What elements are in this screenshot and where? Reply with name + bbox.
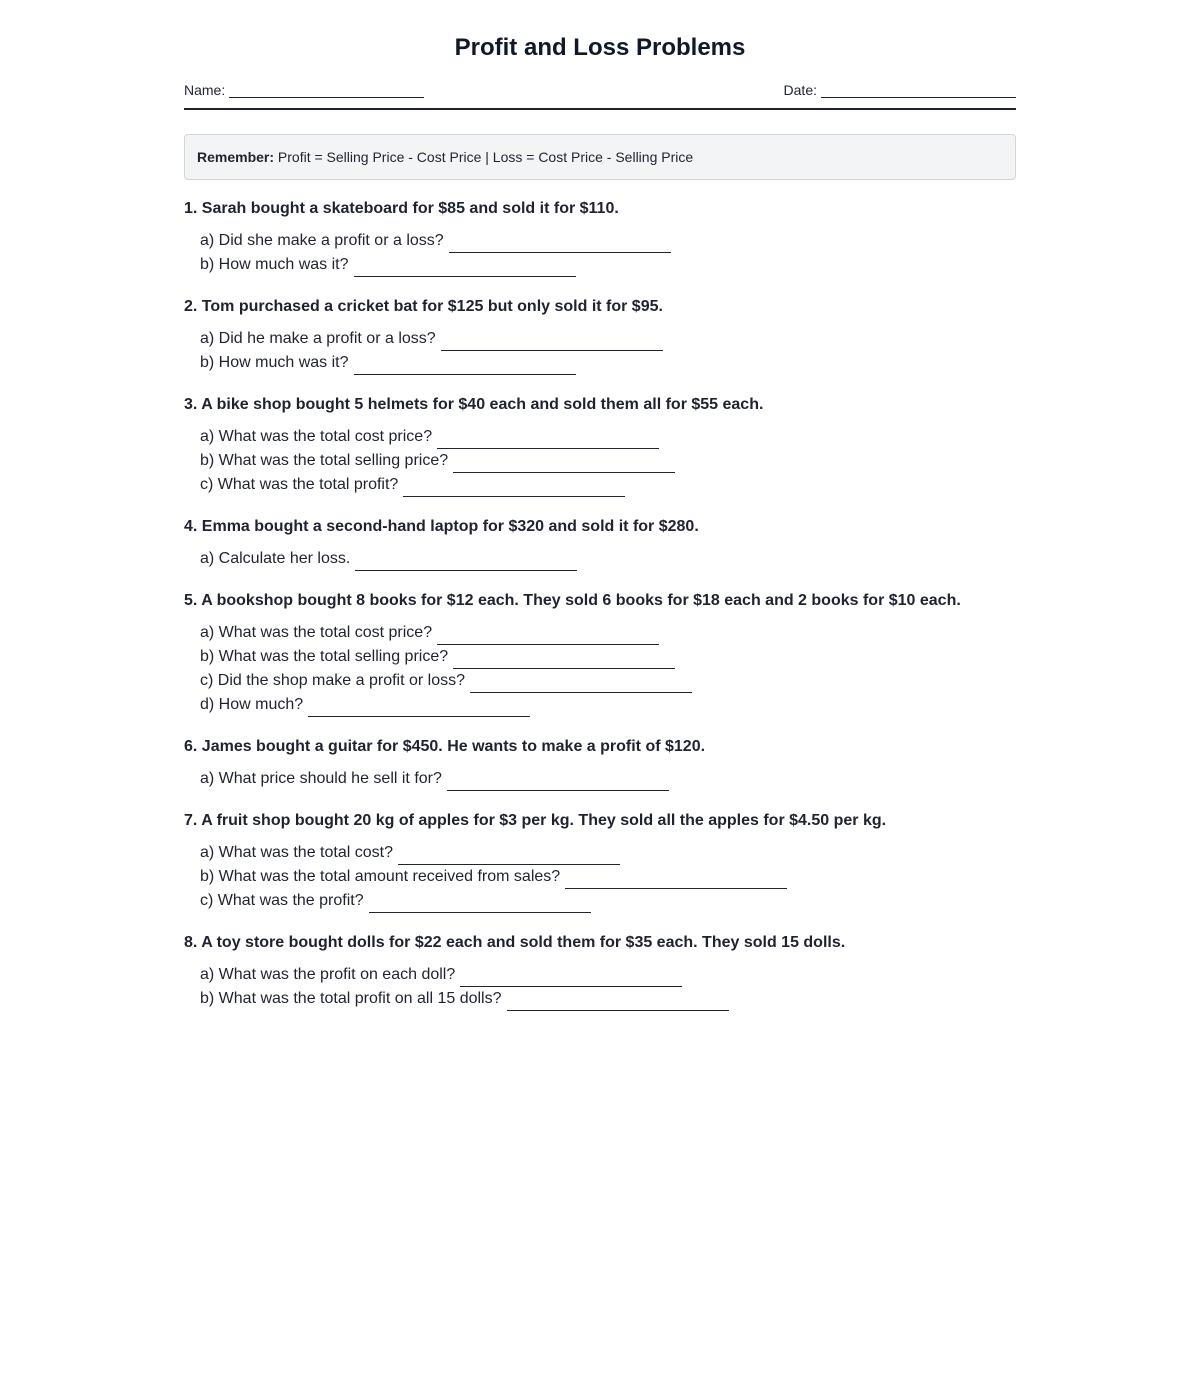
date-field xyxy=(784,82,1016,98)
question-part-label: a) What was the total cost price? xyxy=(200,624,433,641)
question-part xyxy=(200,645,1016,669)
question-parts xyxy=(184,547,1016,571)
name-input-line[interactable] xyxy=(229,83,424,98)
student-info-row xyxy=(184,82,1016,110)
question-part xyxy=(200,327,1016,351)
question-part xyxy=(200,767,1016,791)
question-6 xyxy=(184,737,1016,791)
remember-text: Profit = Selling Price - Cost Price | Loss = Cost Price - Selling Price xyxy=(274,149,694,165)
answer-line[interactable] xyxy=(369,895,591,913)
question-part xyxy=(200,889,1016,913)
question-part xyxy=(200,987,1016,1011)
question-part xyxy=(200,547,1016,571)
question-part xyxy=(200,963,1016,987)
question-part-label: a) Did she make a profit or a loss? xyxy=(200,232,444,249)
answer-line[interactable] xyxy=(355,553,577,571)
questions-list xyxy=(184,199,1016,1011)
question-parts xyxy=(184,841,1016,913)
answer-line[interactable] xyxy=(507,993,729,1011)
question-7 xyxy=(184,811,1016,913)
question-parts xyxy=(184,425,1016,497)
name-field xyxy=(184,82,424,98)
answer-line[interactable] xyxy=(460,969,682,987)
answer-line[interactable] xyxy=(437,431,659,449)
answer-line[interactable] xyxy=(565,871,787,889)
answer-line[interactable] xyxy=(447,773,669,791)
question-text: 8. A toy store bought dolls for $22 each and sold them for $35 each. They sold 15 dolls. xyxy=(184,934,846,951)
question-part-label: b) What was the total selling price? xyxy=(200,648,449,665)
answer-line[interactable] xyxy=(441,333,663,351)
answer-line[interactable] xyxy=(470,675,692,693)
question-text: 1. Sarah bought a skateboard for $85 and sold it for $110. xyxy=(184,200,619,217)
page-title: Profit and Loss Problems xyxy=(454,34,746,61)
question-5 xyxy=(184,591,1016,717)
question-parts xyxy=(184,621,1016,717)
answer-line[interactable] xyxy=(449,235,671,253)
question-3 xyxy=(184,395,1016,497)
question-part xyxy=(200,841,1016,865)
answer-line[interactable] xyxy=(403,479,625,497)
question-part-label: b) How much was it? xyxy=(200,256,349,273)
worksheet-page xyxy=(184,0,1016,1011)
question-text: 2. Tom purchased a cricket bat for $125 but only sold it for $95. xyxy=(184,298,663,315)
formula-reminder-box xyxy=(184,134,1016,180)
question-text: 6. James bought a guitar for $450. He wants to make a profit of $120. xyxy=(184,738,706,755)
question-part-label: b) What was the total selling price? xyxy=(200,452,449,469)
question-part xyxy=(200,473,1016,497)
question-part xyxy=(200,621,1016,645)
answer-line[interactable] xyxy=(354,357,576,375)
question-text: 3. A bike shop bought 5 helmets for $40 each and sold them all for $55 each. xyxy=(184,396,764,413)
question-part-label: b) How much was it? xyxy=(200,354,349,371)
remember-label: Remember: xyxy=(197,149,275,165)
question-text: 4. Emma bought a second-hand laptop for $320 and sold it for $280. xyxy=(184,518,699,535)
question-part-label: a) Did he make a profit or a loss? xyxy=(200,330,436,347)
date-input-line[interactable] xyxy=(821,83,1016,98)
question-parts xyxy=(184,229,1016,277)
question-8 xyxy=(184,933,1016,1011)
answer-line[interactable] xyxy=(398,847,620,865)
question-part-label: a) What was the profit on each doll? xyxy=(200,966,456,983)
question-part xyxy=(200,351,1016,375)
question-part xyxy=(200,425,1016,449)
question-part-label: b) What was the total amount received from sales? xyxy=(200,868,561,885)
answer-line[interactable] xyxy=(308,699,530,717)
question-part xyxy=(200,449,1016,473)
question-part-label: d) How much? xyxy=(200,696,304,713)
question-1 xyxy=(184,199,1016,277)
question-part-label: c) What was the total profit? xyxy=(200,476,399,493)
question-parts xyxy=(184,767,1016,791)
question-parts xyxy=(184,963,1016,1011)
question-part-label: a) What price should he sell it for? xyxy=(200,770,442,787)
question-part xyxy=(200,229,1016,253)
answer-line[interactable] xyxy=(437,627,659,645)
answer-line[interactable] xyxy=(354,259,576,277)
question-parts xyxy=(184,327,1016,375)
question-part xyxy=(200,253,1016,277)
question-4 xyxy=(184,517,1016,571)
question-part xyxy=(200,865,1016,889)
question-part-label: a) Calculate her loss. xyxy=(200,550,351,567)
question-text: 7. A fruit shop bought 20 kg of apples for $3 per kg. They sold all the apples for $4.50 per kg. xyxy=(184,812,887,829)
question-part xyxy=(200,693,1016,717)
question-text: 5. A bookshop bought 8 books for $12 each. They sold 6 books for $18 each and 2 books for $10 each. xyxy=(184,592,961,609)
question-part-label: a) What was the total cost? xyxy=(200,844,393,861)
question-part-label: c) Did the shop make a profit or loss? xyxy=(200,672,466,689)
date-label: Date: xyxy=(783,82,817,98)
question-part xyxy=(200,669,1016,693)
question-part-label: a) What was the total cost price? xyxy=(200,428,433,445)
answer-line[interactable] xyxy=(453,651,675,669)
name-label: Name: xyxy=(184,82,226,98)
question-part-label: b) What was the total profit on all 15 dolls? xyxy=(200,990,502,1007)
answer-line[interactable] xyxy=(453,455,675,473)
question-part-label: c) What was the profit? xyxy=(200,892,364,909)
question-2 xyxy=(184,297,1016,375)
